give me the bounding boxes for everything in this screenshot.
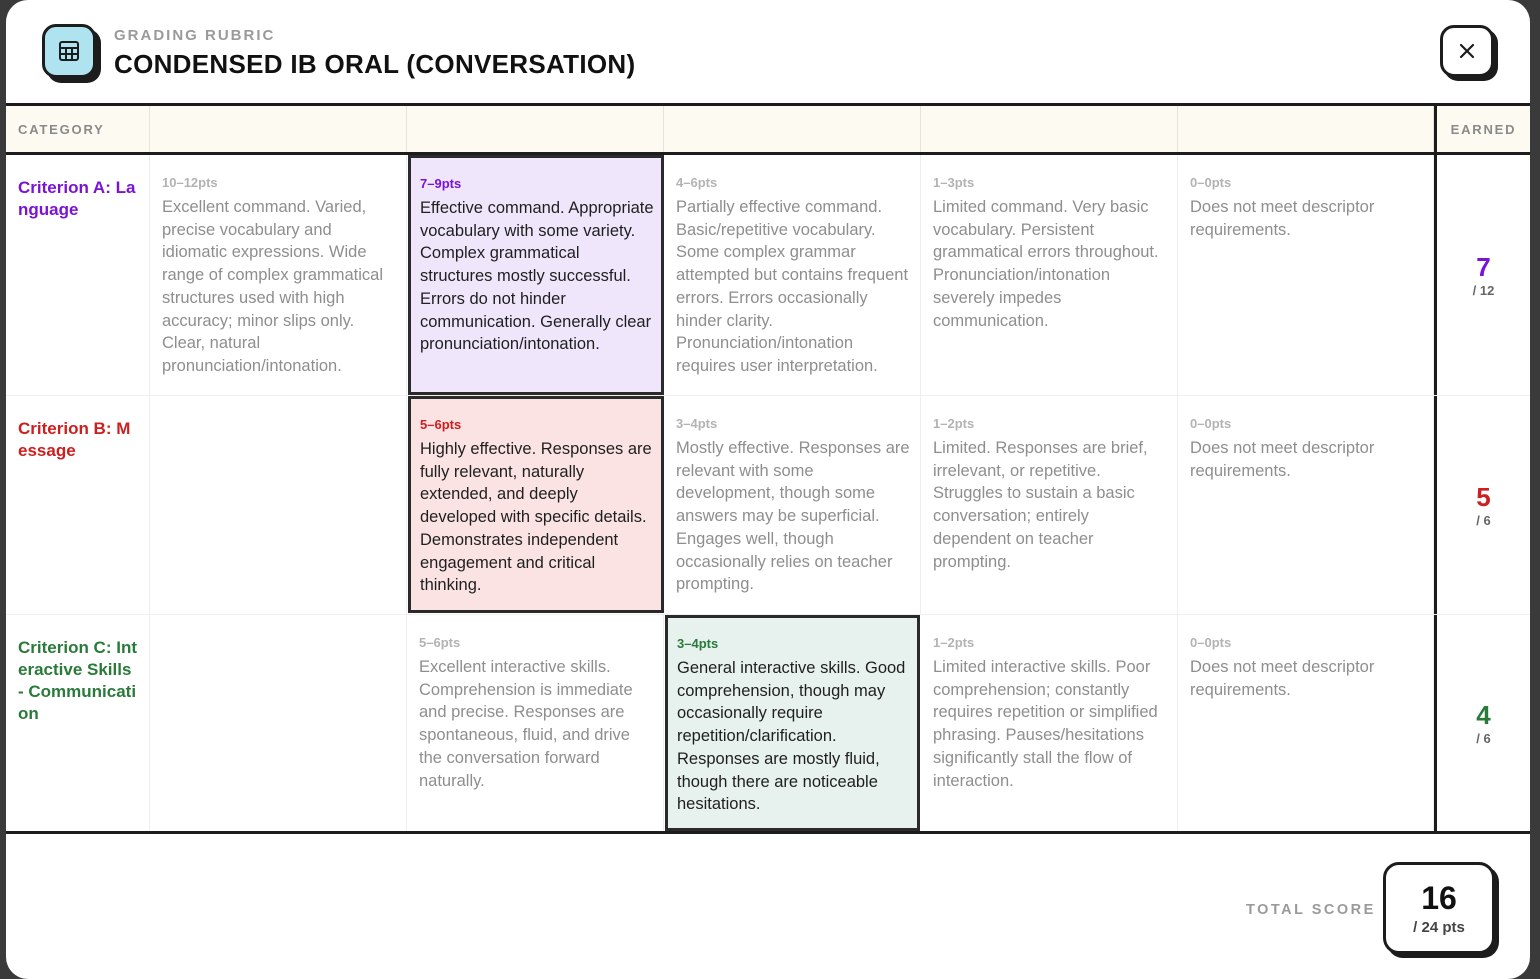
level-cell[interactable] (921, 615, 1178, 831)
modal-header (6, 0, 1530, 106)
column-header-level (150, 106, 407, 152)
level-cell-selected[interactable] (408, 155, 664, 395)
total-score-box (1383, 862, 1495, 954)
level-points: 1–2pts (933, 635, 975, 650)
level-description: Partially effective command. Basic/repetitive vocabulary. Some complex grammar attempted but contains frequent errors. Errors occasionally hinder clarity. Pronunciation/intonation requires user interpretation. (676, 198, 909, 375)
earned-cell (1434, 155, 1530, 395)
level-points: 4–6pts (676, 175, 718, 190)
earned-cell (1434, 396, 1530, 614)
level-cell[interactable] (1178, 155, 1434, 395)
level-cell[interactable] (664, 396, 921, 614)
level-points: 5–6pts (419, 635, 461, 650)
level-cell-selected[interactable] (665, 615, 920, 831)
level-cell-empty (150, 396, 407, 614)
level-cell[interactable] (664, 155, 921, 395)
level-points: 0–0pts (1190, 175, 1232, 190)
total-score-max: / 24 pts (1413, 918, 1465, 936)
criterion-c-name: Criterion C: Interactive Skills - Communication (6, 615, 150, 831)
earned-score: 4 (1476, 699, 1491, 730)
level-cell[interactable] (150, 155, 407, 395)
level-points: 1–2pts (933, 416, 975, 431)
level-points: 10–12pts (162, 175, 218, 190)
level-points: 3–4pts (677, 636, 719, 651)
level-description: Excellent interactive skills. Comprehension is immediate and precise. Responses are spontaneous, fluid, and drive the conversation forward naturally. (419, 658, 633, 790)
level-description: Effective command. Appropriate vocabulary with some variety. Complex grammatical structures mostly successful. Errors do not hinder communication. Generally clear pronunciation/intonation. (420, 199, 654, 354)
rubric-title: CONDENSED IB ORAL (CONVERSATION) (114, 49, 636, 79)
criterion-b-name: Criterion B: Message (6, 396, 150, 614)
level-cell-empty (150, 615, 407, 831)
table-row (6, 155, 1530, 396)
level-description: Mostly effective. Responses are relevant with some development, though some answers may be superficial. Engages well, though occasionally relies on teacher prompting. (676, 439, 910, 594)
level-description: Does not meet descriptor requirements. (1190, 658, 1375, 699)
level-points: 0–0pts (1190, 416, 1232, 431)
level-cell[interactable] (1178, 396, 1434, 614)
table-row (6, 396, 1530, 615)
table-row (6, 615, 1530, 831)
column-header-category: CATEGORY (6, 106, 150, 152)
level-description: Does not meet descriptor requirements. (1190, 198, 1375, 239)
level-points: 0–0pts (1190, 635, 1232, 650)
level-description: Limited interactive skills. Poor comprehension; constantly requires repetition or simplified phrasing. Pauses/hesitations significantly stall the flow of interaction. (933, 658, 1158, 790)
level-cell[interactable] (921, 396, 1178, 614)
column-header-level (1178, 106, 1434, 152)
rubric-eyebrow: GRADING RUBRIC (114, 27, 276, 44)
total-score-value: 16 (1421, 879, 1457, 916)
column-header-earned: EARNED (1434, 106, 1530, 152)
level-points: 7–9pts (420, 176, 462, 191)
modal-footer (6, 831, 1530, 979)
earned-max: / 12 (1472, 282, 1495, 298)
criterion-a-name: Criterion A: Language (6, 155, 150, 395)
earned-max: / 6 (1476, 730, 1491, 746)
earned-max: / 6 (1476, 512, 1491, 528)
level-description: Excellent command. Varied, precise vocabulary and idiomatic expressions. Wide range of complex grammatical structures used with high accuracy; minor slips only. Clear, natural pronunciation/intonation. (162, 198, 384, 375)
level-cell-selected[interactable] (408, 396, 664, 613)
rubric-modal (6, 0, 1530, 979)
column-header-level (407, 106, 664, 152)
level-cell[interactable] (407, 615, 664, 831)
earned-cell (1434, 615, 1530, 831)
level-points: 1–3pts (933, 175, 975, 190)
level-cell[interactable] (921, 155, 1178, 395)
table-grid-icon (42, 24, 96, 78)
earned-score: 7 (1476, 251, 1491, 282)
level-description: General interactive skills. Good comprehension, though may occasionally require repetition/clarification. Responses are mostly fluid, though there are noticeable hesitations. (677, 659, 906, 814)
earned-score: 5 (1476, 481, 1491, 512)
level-description: Highly effective. Responses are fully relevant, naturally extended, and deeply developed with specific details. Demonstrates independent engagement and critical thinking. (420, 440, 652, 595)
level-points: 5–6pts (420, 417, 462, 432)
close-button[interactable] (1440, 25, 1494, 77)
total-score-label: TOTAL SCORE (1246, 902, 1376, 918)
column-header-level (664, 106, 921, 152)
level-cell[interactable] (1178, 615, 1434, 831)
level-description: Limited. Responses are brief, irrelevant, or repetitive. Struggles to sustain a basic conversation; entirely dependent on teacher prompting. (933, 439, 1148, 571)
level-points: 3–4pts (676, 416, 718, 431)
close-icon (1458, 42, 1476, 60)
column-header-level (921, 106, 1178, 152)
level-description: Does not meet descriptor requirements. (1190, 439, 1375, 480)
level-description: Limited command. Very basic vocabulary. Persistent grammatical errors throughout. Pronunciation/intonation severely impedes communication. (933, 198, 1159, 330)
table-header (6, 106, 1530, 155)
